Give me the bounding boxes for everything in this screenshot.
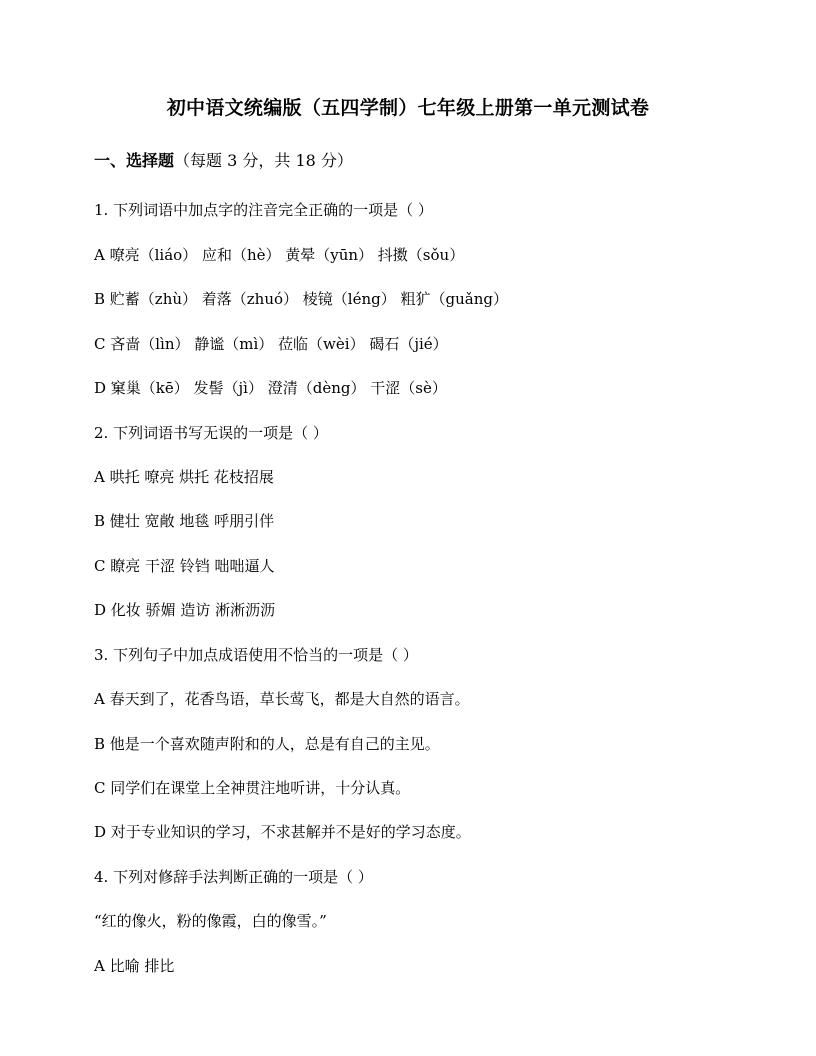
question-2-option-c: C 瞭亮 干涩 铃铛 咄咄逼人 — [94, 557, 275, 575]
question-2-option-b: B 健壮 宽敞 地毯 呼朋引伴 — [94, 512, 275, 530]
question-1-option-c: C 吝啬（lìn） 静谧（mì） 莅临（wèi） 碣石（jié） — [94, 335, 448, 353]
question-3-stem: 3. 下列句子中加点成语使用不恰当的一项是（ ） — [94, 646, 418, 664]
question-3-option-d: D 对于专业知识的学习，不求甚解并不是好的学习态度。 — [94, 823, 471, 841]
question-4-option-a: A 比喻 排比 — [94, 957, 175, 975]
question-2-stem: 2. 下列词语书写无误的一项是（ ） — [94, 424, 328, 442]
question-4-quote: “红的像火，粉的像霞，白的像雪。” — [94, 912, 327, 930]
question-2-option-a: A 哄托 嘹亮 烘托 花枝招展 — [94, 468, 274, 486]
question-3-option-b: B 他是一个喜欢随声附和的人，总是有自己的主见。 — [94, 735, 440, 753]
section-heading — [94, 148, 353, 174]
section-note: （每题 3 分，共 18 分） — [174, 151, 353, 170]
question-1-stem: 1. 下列词语中加点字的注音完全正确的一项是（ ） — [94, 201, 433, 219]
question-1-option-a: A 嘹亮（liáo） 应和（hè） 黄晕（yūn） 抖擞（sǒu） — [94, 246, 465, 264]
question-2-option-d: D 化妆 骄媚 造访 淅淅沥沥 — [94, 601, 276, 619]
question-3-option-a: A 春天到了，花香鸟语，草长莺飞，都是大自然的语言。 — [94, 690, 470, 708]
question-3-option-c: C 同学们在课堂上全神贯注地听讲，十分认真。 — [94, 779, 411, 797]
section-title: 一、选择题 — [94, 151, 175, 170]
question-1-option-b: B 贮蓄（zhù） 着落（zhuó） 棱镜（léng） 粗犷（guǎng） — [94, 290, 508, 308]
document-title: 初中语文统编版（五四学制）七年级上册第一单元测试卷 — [166, 97, 650, 119]
question-4-stem: 4. 下列对修辞手法判断正确的一项是（ ） — [94, 868, 373, 886]
question-1-option-d: D 窠巢（kē） 发髻（jì） 澄清（dèng） 干涩（sè） — [94, 379, 447, 397]
